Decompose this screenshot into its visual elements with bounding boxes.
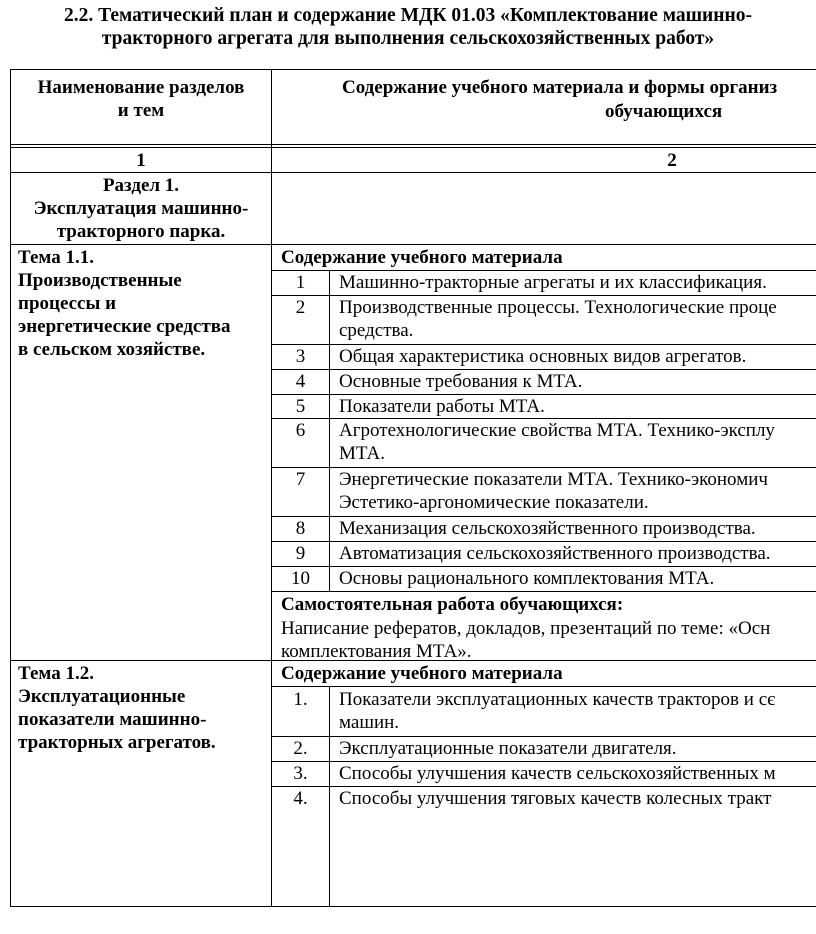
item-text: Способы улучшения качеств сельскохозяйственных м bbox=[339, 763, 776, 784]
item-text: Основы рационального комплектования МТА. bbox=[339, 568, 715, 589]
item-number: 2. bbox=[293, 738, 308, 759]
table-rule bbox=[10, 172, 816, 173]
table-rule bbox=[10, 244, 816, 245]
page-title bbox=[0, 4, 816, 50]
item-number: 2 bbox=[295, 297, 306, 318]
title-line-2: тракторного агрегата для выполнения сельскохозяйственных работ» bbox=[101, 28, 715, 49]
number-column-divider bbox=[329, 270, 330, 591]
topic-1-2-content-label: Содержание учебного материала bbox=[281, 663, 563, 684]
header-col2-line2: обучающихся bbox=[605, 101, 723, 122]
title-line-1: 2.2. Тематический план и содержание МДК 01.03 «Комплектование машинно- bbox=[63, 5, 753, 26]
item-number: 10 bbox=[291, 568, 310, 589]
self-work-text: Написание рефератов, докладов, презентаций по теме: «Осн комплектования МТА». bbox=[281, 618, 771, 662]
item-text: Способы улучшения тяговых качеств колесных тракт bbox=[339, 788, 772, 809]
item-number: 8 bbox=[295, 518, 306, 539]
table-border-bottom bbox=[10, 906, 816, 907]
item-text: Основные требования к МТА. bbox=[339, 371, 583, 392]
number-column-divider bbox=[329, 686, 330, 906]
item-text: Механизация сельскохозяйственного производства. bbox=[339, 518, 756, 539]
topic-1-1-title: Тема 1.1. Производственные процессы и энергетические средства в сельском хозяйстве. bbox=[18, 247, 231, 360]
item-number: 7 bbox=[295, 469, 306, 490]
table-rule bbox=[10, 147, 816, 148]
topic-1-1-content-label: Содержание учебного материала bbox=[281, 247, 563, 268]
self-work-label: Самостоятельная работа обучающихся: bbox=[281, 594, 624, 615]
item-text: Общая характеристика основных видов агрегатов. bbox=[339, 346, 747, 367]
header-col1: Наименование разделов и тем bbox=[37, 77, 245, 121]
item-rule bbox=[271, 686, 816, 687]
item-text: Показатели эксплуатационных качеств тракторов и сє машин. bbox=[339, 689, 776, 733]
item-text: Энергетические показатели МТА. Технико-экономич Эстетико-аргономические показатели. bbox=[339, 469, 768, 513]
column-number-1: 1 bbox=[136, 150, 146, 171]
item-text: Машинно-тракторные агрегаты и их классификация. bbox=[339, 272, 767, 293]
item-text: Агротехнологические свойства МТА. Технико-эксплу МТА. bbox=[339, 420, 775, 464]
item-number: 9 bbox=[295, 543, 306, 564]
topic-1-2-title: Тема 1.2. Эксплуатационные показатели машинно- тракторных агрегатов. bbox=[18, 663, 216, 753]
table-rule bbox=[10, 144, 816, 145]
item-text: Эксплуатационные показатели двигателя. bbox=[339, 738, 677, 759]
item-text: Автоматизация сельскохозяйственного производства. bbox=[339, 543, 771, 564]
item-text: Показатели работы МТА. bbox=[339, 396, 545, 417]
item-text: Производственные процессы. Технологические проце средства. bbox=[339, 297, 777, 341]
column-number-2: 2 bbox=[667, 150, 677, 171]
item-number: 3. bbox=[293, 763, 308, 784]
item-rule bbox=[271, 591, 816, 592]
item-number: 3 bbox=[295, 346, 306, 367]
item-number: 4 bbox=[295, 371, 306, 392]
item-number: 1. bbox=[293, 689, 308, 710]
item-number: 5 bbox=[295, 396, 306, 417]
item-number: 1 bbox=[295, 272, 306, 293]
table-border-top bbox=[10, 69, 816, 70]
header-col2-line1: Содержание учебного материала и формы организ bbox=[342, 77, 778, 98]
item-number: 4. bbox=[293, 788, 308, 809]
section-1-title: Раздел 1. Эксплуатация машинно- тракторного парка. bbox=[33, 175, 249, 242]
item-number: 6 bbox=[295, 420, 306, 441]
